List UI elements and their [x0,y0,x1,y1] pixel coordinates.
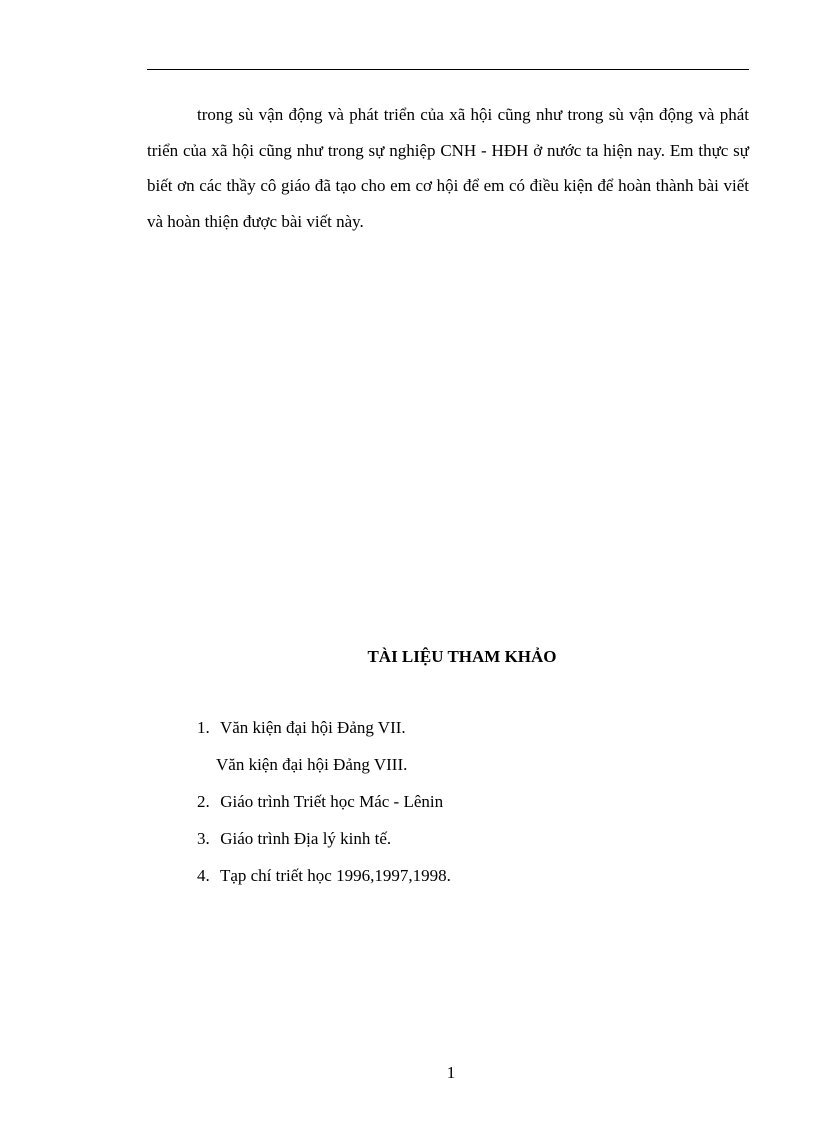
references-title: TÀI LIỆU THAM KHẢO [367,647,557,666]
reference-number: 4. [197,866,210,885]
reference-item [197,863,451,888]
reference-number: 1. [197,718,210,737]
reference-item [197,789,451,814]
reference-text: Giáo trình Triết học Mác - Lênin [220,792,444,811]
references-list [197,715,451,900]
reference-number: 3. [197,829,210,848]
reference-number: 2. [197,792,210,811]
body-paragraph: trong sù vận động và phát triển của xã hội cũng như trong sù vận động và phát triển của xã hội cũng như trong sự nghiệp CNH - HĐH ở nước ta hiện nay. Em thực sự biết ơn các thầy cô giáo đã tạo cho em cơ hội để em có điều kiện để hoàn thành bài viết và hoàn thiện được bài viết này. [147,105,749,231]
header-rule [147,69,749,70]
reference-text: Văn kiện đại hội Đảng VII. [219,718,406,737]
reference-text: Tạp chí triết học 1996,1997,1998. [219,866,451,885]
reference-text: Văn kiện đại hội Đảng VIII. [216,755,408,774]
reference-item [197,752,451,777]
reference-item [197,826,451,851]
reference-text: Giáo trình Địa lý kinh tế. [220,829,392,848]
page-number: 1 [446,1063,456,1082]
reference-item [197,715,451,740]
